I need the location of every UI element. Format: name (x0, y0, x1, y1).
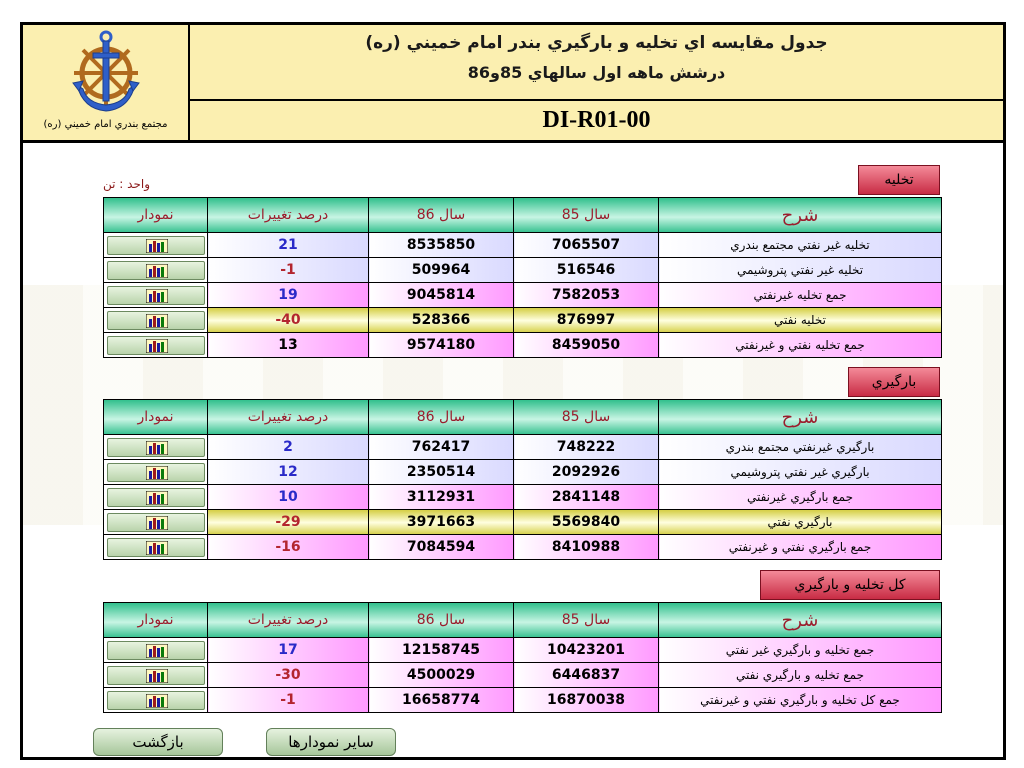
y86-cell: 7084594 (369, 535, 514, 560)
y85-cell: 5569840 (514, 510, 659, 535)
table-row (104, 535, 942, 560)
bar-chart-icon (146, 466, 168, 480)
chart-button[interactable] (107, 286, 205, 305)
table-row (104, 258, 942, 283)
document-code: DI-R01-00 (542, 107, 651, 133)
header-pct: درصد تغييرات (208, 400, 369, 435)
chart-button[interactable] (107, 666, 205, 685)
bar-chart-icon (146, 314, 168, 328)
desc-cell: جمع تخليه غيرنفتي (659, 283, 942, 308)
y85-cell: 7065507 (514, 233, 659, 258)
title-box (190, 25, 1003, 101)
table-header-row (104, 198, 942, 233)
y85-cell: 748222 (514, 435, 659, 460)
header-pct: درصد تغييرات (208, 198, 369, 233)
header-y86: سال 86 (369, 603, 514, 638)
chart-cell (104, 283, 208, 308)
bar-chart-icon (146, 239, 168, 253)
header-y85: سال 85 (514, 198, 659, 233)
y86-cell: 8535850 (369, 233, 514, 258)
header-y85: سال 85 (514, 400, 659, 435)
table-row (104, 308, 942, 333)
section-label-unloading: تخليه (858, 165, 940, 195)
chart-button[interactable] (107, 336, 205, 355)
y85-cell: 2841148 (514, 485, 659, 510)
desc-cell: جمع كل تخليه و بارگيري نفتي و غيرنفتي (659, 688, 942, 713)
table-row (104, 510, 942, 535)
loading-table (103, 399, 942, 560)
desc-cell: جمع بارگيري نفتي و غيرنفتي (659, 535, 942, 560)
header-y85: سال 85 (514, 603, 659, 638)
logo-box (23, 25, 190, 140)
chart-cell (104, 485, 208, 510)
chart-button[interactable] (107, 311, 205, 330)
bar-chart-icon (146, 441, 168, 455)
pct-cell: -1 (208, 258, 369, 283)
y86-cell: 3112931 (369, 485, 514, 510)
section-label-total: كل تخليه و بارگيري (760, 570, 940, 600)
header-desc: شرح (659, 400, 942, 435)
chart-button[interactable] (107, 438, 205, 457)
header-y86: سال 86 (369, 400, 514, 435)
y85-cell: 8459050 (514, 333, 659, 358)
header-chart: نمودار (104, 198, 208, 233)
chart-button[interactable] (107, 236, 205, 255)
chart-button[interactable] (107, 488, 205, 507)
pct-cell: 19 (208, 283, 369, 308)
chart-button[interactable] (107, 641, 205, 660)
pct-cell: 2 (208, 435, 369, 460)
y85-cell: 516546 (514, 258, 659, 283)
table-row (104, 688, 942, 713)
table-row (104, 283, 942, 308)
chart-cell (104, 535, 208, 560)
bar-chart-icon (146, 339, 168, 353)
header-pct: درصد تغييرات (208, 603, 369, 638)
table-header-row (104, 400, 942, 435)
bar-chart-icon (146, 694, 168, 708)
chart-cell (104, 308, 208, 333)
desc-cell: جمع تخليه و بارگيري نفتي (659, 663, 942, 688)
table-header-row (104, 603, 942, 638)
header-desc: شرح (659, 603, 942, 638)
y86-cell: 2350514 (369, 460, 514, 485)
chart-button[interactable] (107, 463, 205, 482)
pct-cell: -30 (208, 663, 369, 688)
chart-cell (104, 333, 208, 358)
table-row (104, 435, 942, 460)
bar-chart-icon (146, 541, 168, 555)
bar-chart-icon (146, 516, 168, 530)
y85-cell: 10423201 (514, 638, 659, 663)
pct-cell: 13 (208, 333, 369, 358)
table-row (104, 233, 942, 258)
chart-cell (104, 688, 208, 713)
desc-cell: بارگيري نفتي (659, 510, 942, 535)
chart-button[interactable] (107, 261, 205, 280)
y86-cell: 528366 (369, 308, 514, 333)
pct-cell: 21 (208, 233, 369, 258)
unloading-table (103, 197, 942, 358)
y86-cell: 9574180 (369, 333, 514, 358)
y85-cell: 8410988 (514, 535, 659, 560)
table-row (104, 485, 942, 510)
total-table (103, 602, 942, 713)
table-row (104, 460, 942, 485)
desc-cell: جمع تخليه نفتي و غيرنفتي (659, 333, 942, 358)
chart-cell (104, 663, 208, 688)
chart-cell (104, 233, 208, 258)
header-chart: نمودار (104, 603, 208, 638)
pct-cell: 12 (208, 460, 369, 485)
y85-cell: 6446837 (514, 663, 659, 688)
table-row (104, 333, 942, 358)
header-y86: سال 86 (369, 198, 514, 233)
y85-cell: 2092926 (514, 460, 659, 485)
bar-chart-icon (146, 289, 168, 303)
y86-cell: 16658774 (369, 688, 514, 713)
pct-cell: -16 (208, 535, 369, 560)
pct-cell: -40 (208, 308, 369, 333)
desc-cell: تخليه غير نفتي پتروشيمي (659, 258, 942, 283)
chart-cell (104, 510, 208, 535)
chart-cell (104, 638, 208, 663)
other-charts-button[interactable]: ساير نمودارها (266, 728, 396, 756)
pct-cell: -1 (208, 688, 369, 713)
table-row (104, 663, 942, 688)
desc-cell: بارگيري غيرنفتي مجتمع بندري (659, 435, 942, 460)
chart-button[interactable] (107, 513, 205, 532)
y86-cell: 12158745 (369, 638, 514, 663)
page-subtitle: درشش ماهه اول سالهاي 85و86 (467, 63, 726, 82)
y85-cell: 16870038 (514, 688, 659, 713)
unit-label: واحد : تن (103, 177, 150, 191)
desc-cell: تخليه غير نفتي مجتمع بندري (659, 233, 942, 258)
y85-cell: 876997 (514, 308, 659, 333)
pct-cell: 17 (208, 638, 369, 663)
bar-chart-icon (146, 264, 168, 278)
desc-cell: جمع تخليه و بارگيري غير نفتي (659, 638, 942, 663)
chart-button[interactable] (107, 538, 205, 557)
table-row (104, 638, 942, 663)
header-chart: نمودار (104, 400, 208, 435)
chart-cell (104, 258, 208, 283)
pct-cell: -29 (208, 510, 369, 535)
y86-cell: 4500029 (369, 663, 514, 688)
page-title: جدول مقايسه اي تخليه و بارگيري بندر امام خميني (ره) (365, 33, 828, 53)
desc-cell: بارگيري غير نفتي پتروشيمي (659, 460, 942, 485)
y86-cell: 3971663 (369, 510, 514, 535)
bar-chart-icon (146, 491, 168, 505)
chart-cell (104, 435, 208, 460)
bar-chart-icon (146, 644, 168, 658)
logo-caption: مجتمع بندري امام خميني (ره) (43, 119, 168, 130)
back-button[interactable]: بازگشت (93, 728, 223, 756)
pct-cell: 10 (208, 485, 369, 510)
section-label-loading: بارگيري (848, 367, 940, 397)
chart-button[interactable] (107, 691, 205, 710)
chart-cell (104, 460, 208, 485)
anchor-wheel-logo (63, 29, 149, 117)
bar-chart-icon (146, 669, 168, 683)
y86-cell: 9045814 (369, 283, 514, 308)
header-desc: شرح (659, 198, 942, 233)
report-header (23, 25, 1003, 143)
y85-cell: 7582053 (514, 283, 659, 308)
y86-cell: 509964 (369, 258, 514, 283)
desc-cell: تخليه نفتي (659, 308, 942, 333)
y86-cell: 762417 (369, 435, 514, 460)
report-frame (20, 22, 1006, 760)
desc-cell: جمع بارگيري غيرنفتي (659, 485, 942, 510)
